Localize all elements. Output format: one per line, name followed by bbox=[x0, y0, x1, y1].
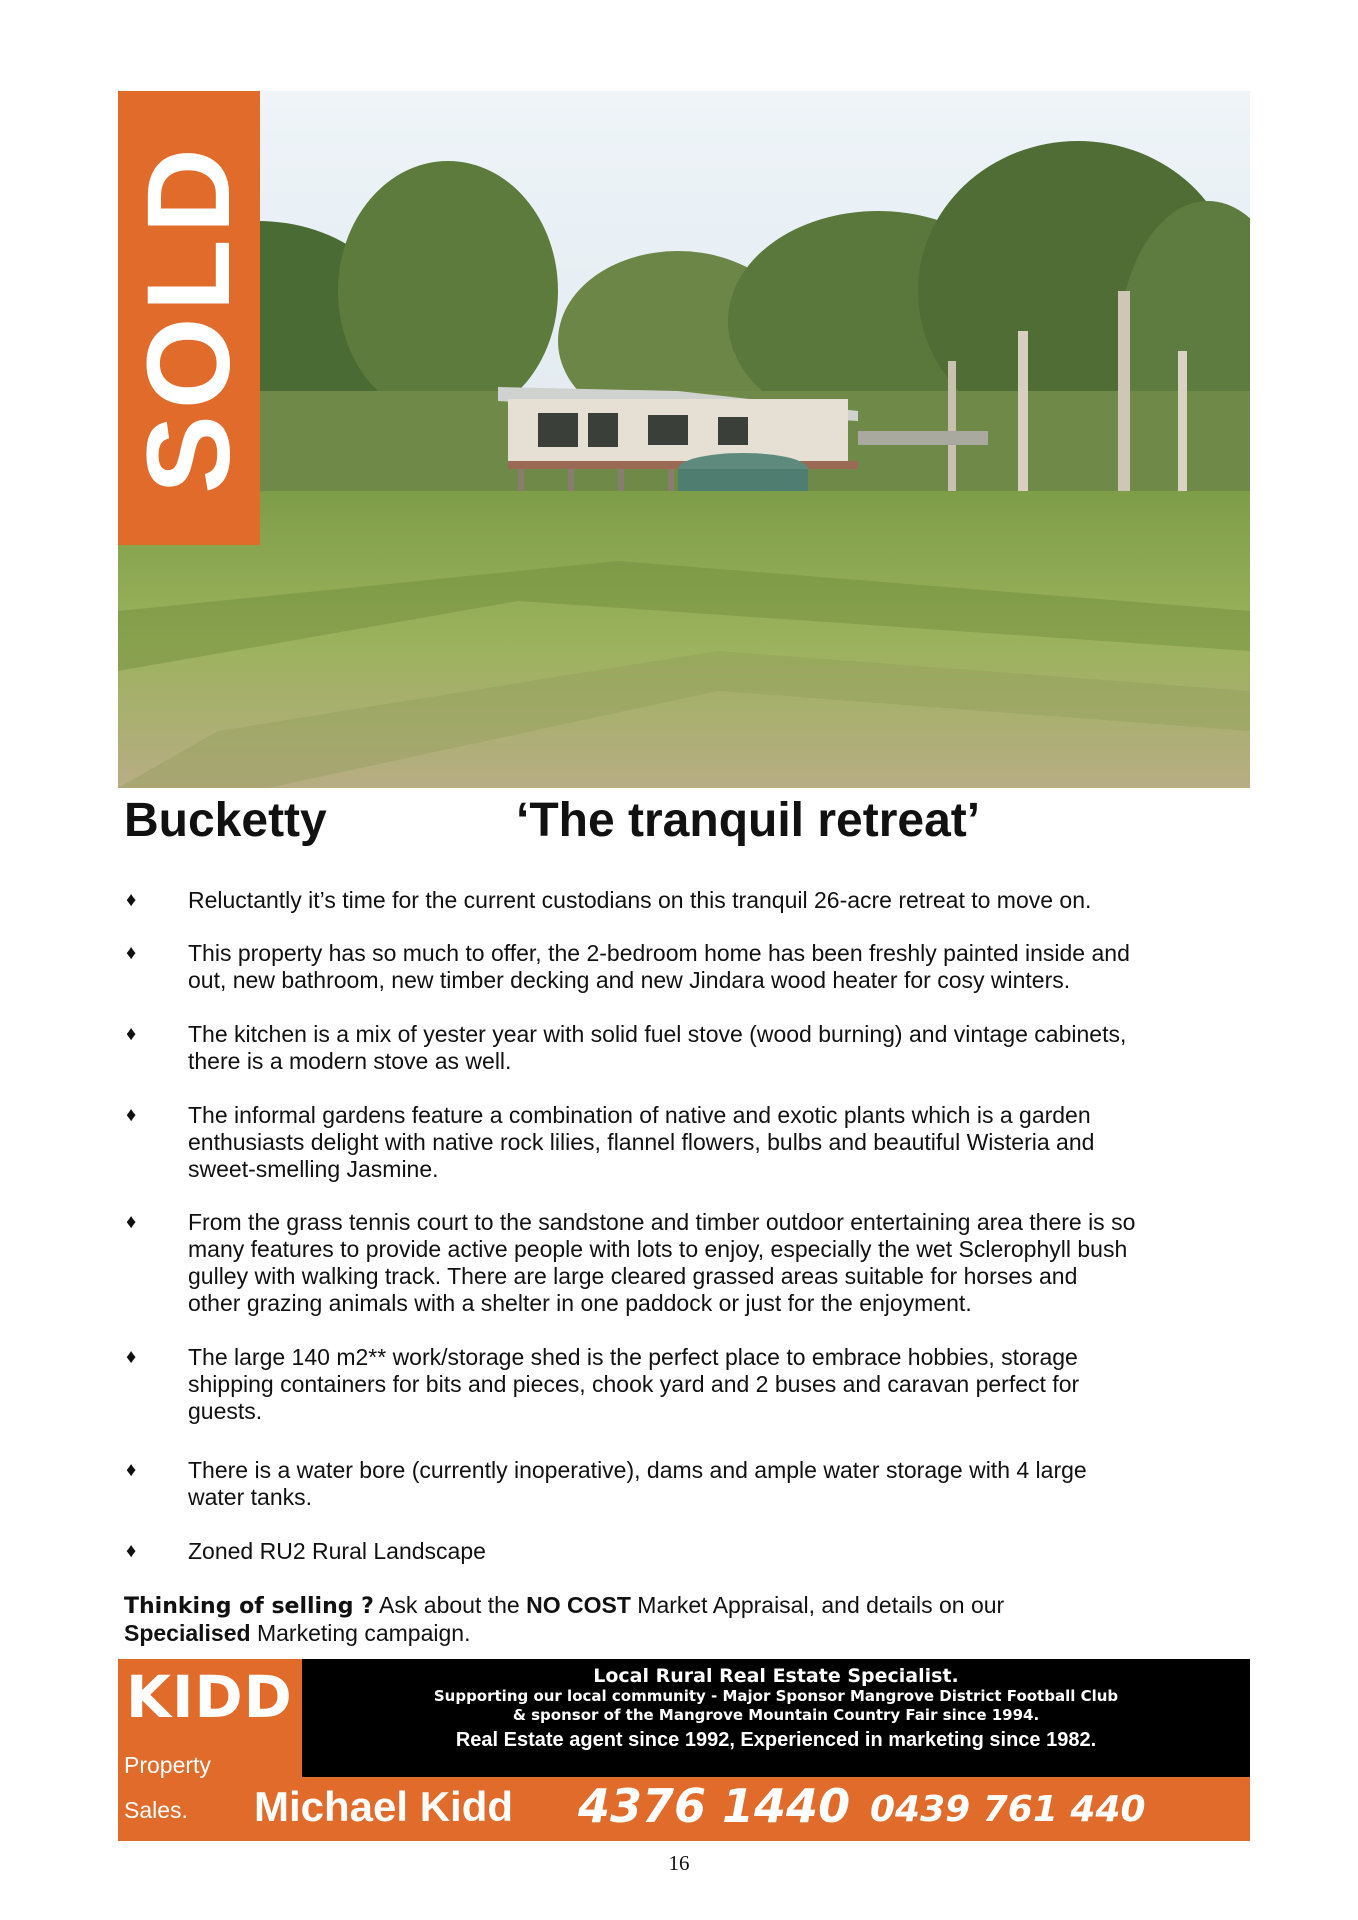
house-in-bushland-illustration bbox=[118, 91, 1250, 788]
diamond-bullet-icon: ♦ bbox=[126, 1211, 137, 1233]
agency-footer bbox=[118, 1659, 1250, 1841]
list-item-text: From the grass tennis court to the sandstone and timber outdoor entertaining area there is so many features to provide active people with lots to enjoy, especially the wet Sclerophyll bush gulley with walking track. There are large cleared grassed areas suitable for horses and other grazing animals with a shelter in one paddock or just for the enjoyment. bbox=[188, 1209, 1136, 1316]
office-phone: 4376 1440 bbox=[578, 1779, 851, 1833]
logo-sales-text: Sales. bbox=[124, 1797, 188, 1823]
experience-line: Real Estate agent since 1992, Experienced in marketing since 1982. bbox=[455, 1729, 1097, 1751]
page-number: 16 bbox=[668, 1851, 690, 1875]
sold-label: SOLD bbox=[123, 142, 256, 494]
diamond-bullet-icon: ♦ bbox=[126, 942, 137, 964]
sponsorship-line: Supporting our local community - Major Sponsor Mangrove District Football Club bbox=[433, 1687, 1119, 1705]
mobile-phone: 0439 761 440 bbox=[870, 1789, 1146, 1830]
location-heading: Bucketty bbox=[124, 794, 327, 847]
list-item-text: Reluctantly it’s time for the current custodians on this tranquil 26-acre retreat to move on. bbox=[188, 887, 1092, 913]
list-item-text: There is a water bore (currently inoperative), dams and ample water storage with 4 large water tanks. bbox=[188, 1457, 1087, 1510]
list-item-text: The informal gardens feature a combination of native and exotic plants which is a garden enthusiasts delight with native rock lilies, flannel flowers, bulbs and beautiful Wisteria and sweet-smelling Jasmine. bbox=[188, 1102, 1095, 1182]
specialised-emphasis: Specialised bbox=[124, 1620, 251, 1646]
kidd-logo: KIDD bbox=[126, 1663, 293, 1731]
cta-lead: Thinking of selling ? bbox=[124, 1594, 374, 1619]
diamond-bullet-icon: ♦ bbox=[126, 1346, 137, 1368]
sold-banner bbox=[118, 91, 260, 545]
diamond-bullet-icon: ♦ bbox=[126, 1540, 137, 1562]
diamond-bullet-icon: ♦ bbox=[126, 1459, 137, 1481]
list-item-text: The kitchen is a mix of yester year with solid fuel stove (wood burning) and vintage cabinets, there is a modern stove as well. bbox=[188, 1021, 1127, 1074]
property-photo bbox=[118, 91, 1250, 788]
list-item-text: This property has so much to offer, the 2-bedroom home has been freshly painted inside and out, new bathroom, new timber decking and new Jindara wood heater for cosy winters. bbox=[188, 940, 1130, 993]
call-to-action: Thinking of selling ? Ask about the NO COST Market Appraisal, and details on our Specialised Marketing campaign. bbox=[124, 1592, 1005, 1646]
list-item-text: Zoned RU2 Rural Landscape bbox=[188, 1538, 486, 1564]
diamond-bullet-icon: ♦ bbox=[126, 1104, 137, 1126]
sponsorship-line-2: & sponsor of the Mangrove Mountain Country Fair since 1994. bbox=[512, 1706, 1040, 1724]
agency-info-box bbox=[302, 1659, 1250, 1777]
logo-property-text: Property bbox=[124, 1752, 211, 1778]
diamond-bullet-icon: ♦ bbox=[126, 889, 137, 911]
diamond-bullet-icon: ♦ bbox=[126, 1023, 137, 1045]
no-cost-emphasis: NO COST bbox=[526, 1592, 631, 1618]
agent-name: Michael Kidd bbox=[254, 1783, 514, 1830]
list-item-text: The large 140 m2** work/storage shed is the perfect place to embrace hobbies, storage shipping containers for bits and pieces, chook yard and 2 buses and caravan perfect for guests. bbox=[188, 1344, 1080, 1424]
listing-title: ‘The tranquil retreat’ bbox=[516, 794, 981, 847]
agency-tagline: Local Rural Real Estate Specialist. bbox=[593, 1665, 959, 1687]
